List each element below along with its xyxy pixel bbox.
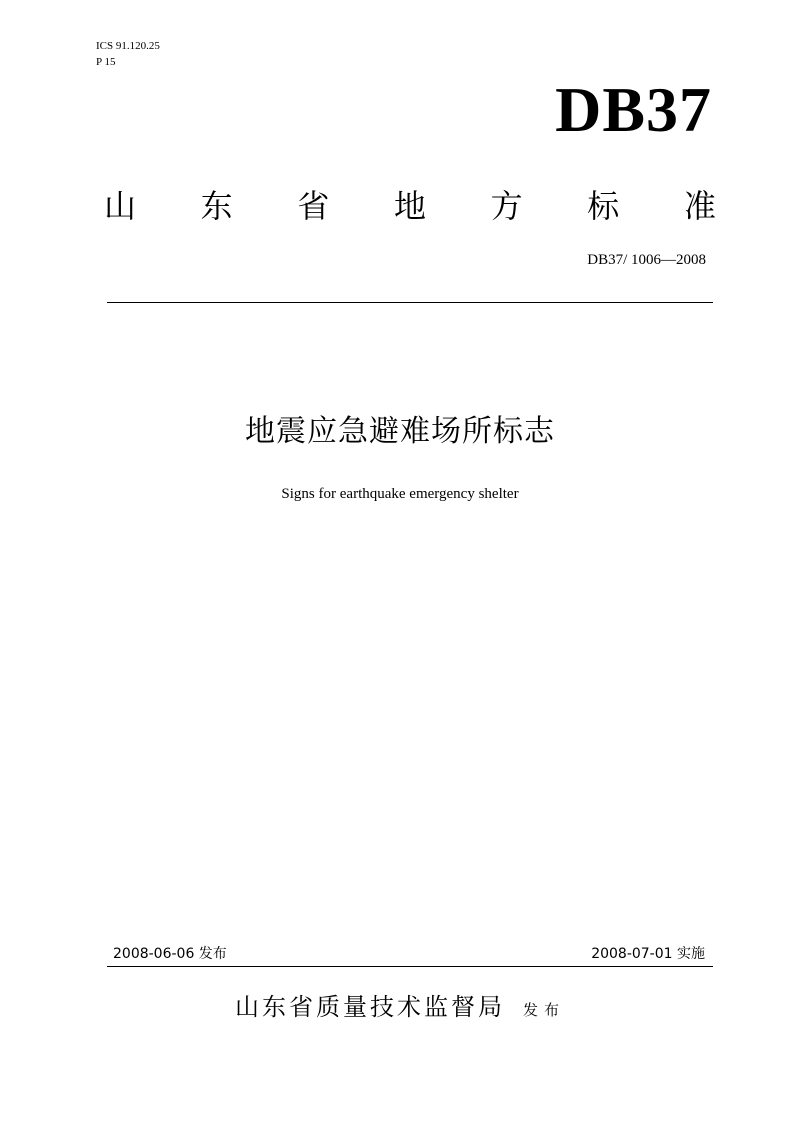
standard-number: DB37/ 1006—2008 bbox=[587, 252, 706, 268]
document-title-english: Signs for earthquake emergency shelter bbox=[281, 486, 519, 502]
issuer-line bbox=[0, 990, 800, 1027]
issuing-authority: 山东省质量技术监督局 bbox=[234, 993, 505, 1021]
classification-codes bbox=[96, 38, 160, 70]
ics-code: ICS 91.120.25 bbox=[96, 40, 160, 52]
bottom-divider bbox=[107, 966, 713, 967]
standard-code-logo: DB37 bbox=[555, 74, 712, 145]
standard-type-char: 方 bbox=[490, 187, 523, 225]
standard-type-char: 准 bbox=[683, 187, 716, 225]
standard-type-char: 东 bbox=[200, 187, 233, 225]
ccs-code: P 15 bbox=[96, 56, 116, 68]
issue-date: 2008-06-06 发布 bbox=[113, 946, 227, 962]
standard-type-char: 省 bbox=[297, 187, 330, 225]
standard-type-char: 标 bbox=[587, 187, 620, 225]
issue-label: 发布 bbox=[522, 1001, 565, 1019]
standard-type-char: 地 bbox=[393, 187, 426, 225]
top-divider bbox=[107, 302, 713, 303]
standard-type-heading bbox=[104, 186, 716, 226]
document-title-chinese: 地震应急避难场所标志 bbox=[245, 414, 555, 449]
effective-date: 2008-07-01 实施 bbox=[591, 946, 705, 962]
standard-type-char: 山 bbox=[104, 187, 137, 225]
